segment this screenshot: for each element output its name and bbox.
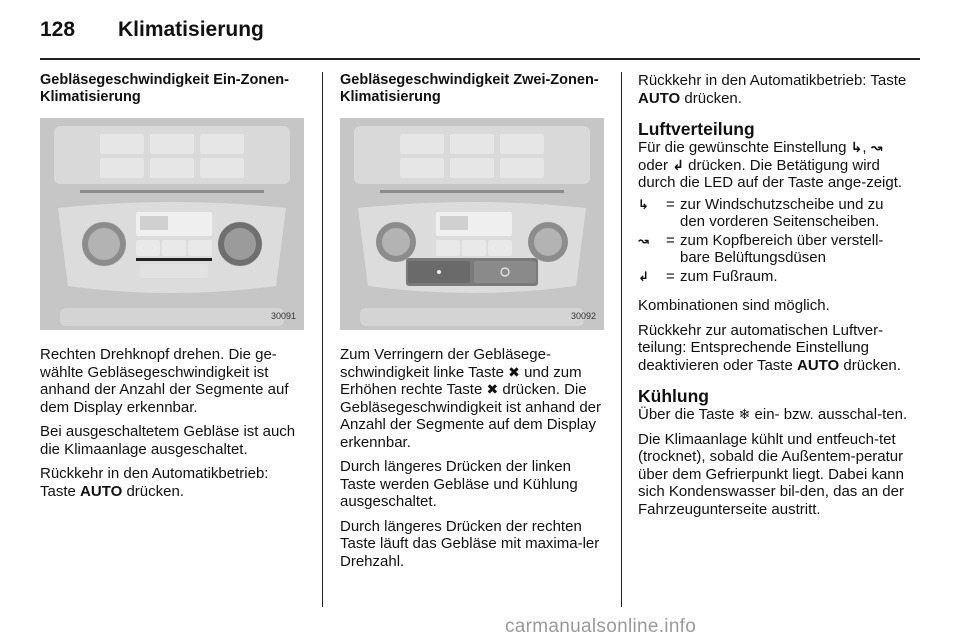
fan-icon: ✖ bbox=[508, 363, 520, 380]
legend-row: ↳ = zur Windschutzscheibe und zu den vorderen Seitenscheiben. bbox=[638, 195, 884, 230]
feet-air-icon: ↲ bbox=[672, 156, 684, 173]
image-number: 30092 bbox=[570, 310, 596, 321]
paragraph: Bei ausgeschaltetem Gebläse ist auch die Klimaanlage ausgeschaltet. bbox=[40, 423, 296, 458]
watermark: carmanualsonline.info bbox=[505, 616, 697, 637]
feet-air-icon: ↲ bbox=[638, 268, 649, 284]
heading-dual-zone: Gebläsegeschwindigkeit Zwei-Zonen-Klimatisierung bbox=[340, 72, 599, 105]
column-divider bbox=[322, 72, 323, 607]
head-air-icon: ↝ bbox=[638, 232, 649, 248]
paragraph: Die Klimaanlage kühlt und entfeuch-tet (trocknet), sobald die Außentem-peratur über dem Gefrierpunkt liegt. Dabei kann sich Kondenswasser bil-den, das an der Fahrzeugunterseite austritt. bbox=[638, 430, 904, 518]
climate-panel-illustration bbox=[40, 118, 304, 330]
paragraph-auto-return: Rückkehr in den Automatikbetrieb: Taste AUTO drücken. bbox=[638, 72, 907, 107]
column-divider bbox=[621, 72, 622, 607]
climate-panel-illustration bbox=[340, 118, 604, 330]
paragraph: Durch längeres Drücken der rechten Taste läuft das Gebläse mit maxima-ler Drehzahl. bbox=[340, 517, 600, 570]
paragraph-air-return: Rückkehr zur automatischen Luftver-teilung: Entsprechende Einstellung deaktivieren oder Taste AUTO drücken. bbox=[638, 321, 901, 374]
windshield-air-icon: ↳ bbox=[638, 196, 649, 212]
column-1 bbox=[40, 72, 306, 507]
column-3 bbox=[638, 72, 908, 525]
air-distribution-legend bbox=[638, 196, 908, 286]
paragraph-auto-return: Rückkehr in den Automatikbetrieb: Taste AUTO drücken. bbox=[40, 465, 269, 500]
auto-key: AUTO bbox=[638, 89, 681, 107]
windshield-air-icon: ↳ bbox=[850, 139, 863, 155]
climate-panel-photo-dual bbox=[340, 118, 604, 330]
column-2 bbox=[340, 72, 606, 577]
paragraph: Durch längeres Drücken der linken Taste werden Gebläse und Kühlung ausgeschaltet. bbox=[340, 458, 578, 510]
section-title-air-distribution: Luftverteilung bbox=[638, 119, 755, 139]
paragraph-fan-buttons: Zum Verringern der Gebläsege-schwindigkeit linke Taste ✖ und zum Erhöhen rechte Taste ✖ drücken. Die Gebläsegeschwindigkeit ist anhand der Anzahl der Segmente auf dem Display erkennbar. bbox=[340, 346, 601, 451]
legend-row: ↝ = zum Kopfbereich über verstell-bare Belüftungsdüsen bbox=[638, 231, 884, 266]
section-title-cooling: Kühlung bbox=[638, 386, 709, 406]
heading-single-zone: Gebläsegeschwindigkeit Ein-Zonen-Klimatisierung bbox=[40, 72, 289, 105]
chapter-title: Klimatisierung bbox=[118, 18, 264, 41]
image-number: 30091 bbox=[270, 310, 296, 321]
page-number: 128 bbox=[40, 18, 76, 41]
snowflake-icon: ❄ bbox=[738, 406, 751, 422]
page-header bbox=[40, 18, 920, 54]
paragraph: Kombinationen sind möglich. bbox=[638, 297, 830, 314]
auto-key: AUTO bbox=[80, 482, 123, 500]
header-rule bbox=[40, 58, 920, 60]
auto-key: AUTO bbox=[797, 356, 840, 374]
climate-panel-photo-single bbox=[40, 118, 304, 330]
legend-row: ↲ = zum Fußraum. bbox=[638, 267, 778, 285]
fan-icon: ✖ bbox=[486, 381, 499, 397]
paragraph: Rechten Drehknopf drehen. Die ge-wählte Gebläsegeschwindigkeit ist anhand der Anzahl der Segmente auf dem Display erkennbar. bbox=[40, 346, 289, 416]
paragraph-air-intro: Für die gewünschte Einstellung ↳, ↝ oder ↲ drücken. Die Betätigung wird durch die LED auf der Taste ange-zeigt. bbox=[638, 139, 903, 191]
head-air-icon: ↝ bbox=[870, 139, 883, 155]
paragraph-cooling-toggle: Über die Taste ❄ ein- bzw. ausschal-ten. bbox=[638, 406, 908, 423]
